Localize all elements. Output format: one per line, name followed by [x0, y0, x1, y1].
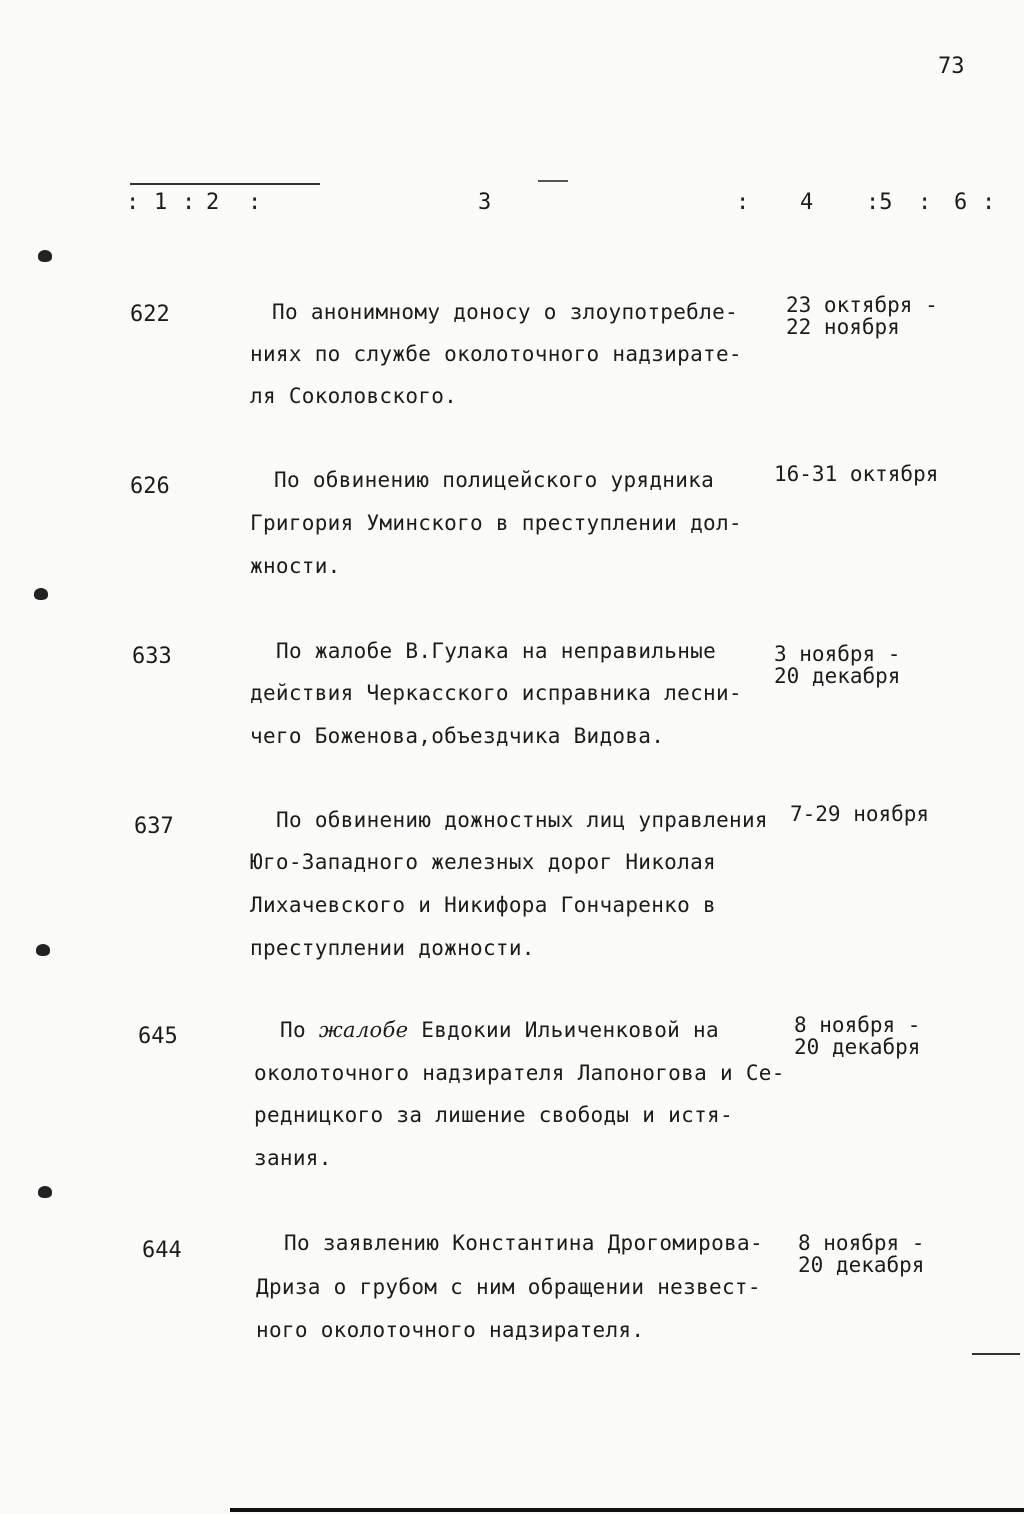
header-col-3: 3	[478, 190, 492, 215]
entry-number: 633	[132, 644, 172, 669]
entry-line: ного околоточного надзирателя.	[256, 1318, 645, 1342]
handwritten-correction: жалобе	[318, 1018, 409, 1042]
header-rule-mark	[538, 180, 568, 182]
header-colon: :	[182, 190, 196, 215]
header-col-5: :5	[866, 190, 893, 215]
entry-line: околоточного надзирателя Лапоногова и Се-	[254, 1061, 785, 1085]
entry-line-rest: Евдокии Ильиченковой на	[421, 1018, 719, 1042]
entry-line	[280, 1009, 719, 1051]
entry-line: По заявлению Константина Дрогомирова-	[284, 1231, 763, 1255]
entry-line: ля Соколовского.	[250, 384, 458, 408]
entry-line: Григория Уминского в преступлении дол-	[250, 511, 742, 535]
header-colon: :	[248, 190, 262, 215]
entry-line: чего Боженова,объездчика Видова.	[250, 724, 665, 748]
entry-line: жности.	[250, 554, 341, 578]
header-colon: :	[982, 190, 996, 215]
entry-number: 626	[130, 474, 170, 499]
entry-date: 3 ноября - 20 декабря	[774, 642, 901, 688]
header-colon: :	[918, 190, 932, 215]
header-rule	[130, 183, 320, 185]
entry-date: 8 ноября - 20 декабря	[798, 1231, 925, 1277]
entry-first-word: По	[280, 1018, 306, 1042]
entry-line: По обвинению полицейского урядника	[274, 468, 715, 492]
margin-mark	[972, 1353, 1020, 1355]
entry-number: 644	[142, 1238, 182, 1263]
header-col-6: 6	[954, 190, 968, 215]
binder-hole-mark	[38, 1186, 52, 1198]
entry-date: 7-29 ноября	[790, 802, 930, 826]
entry-number: 622	[130, 302, 170, 327]
entry-date: 23 октября - 22 ноября	[786, 293, 938, 339]
header-colon: :	[736, 190, 750, 215]
entry-line: редницкого за лишение свободы и истя-	[254, 1103, 733, 1127]
page-bottom-edge	[230, 1508, 1024, 1512]
entry-date: 16-31 октября	[774, 462, 939, 486]
entry-line: Дриза о грубом с ним обращении незвест-	[256, 1275, 761, 1299]
entry-line: По жалобе В.Гулака на неправильные	[276, 639, 717, 663]
entry-line: действия Черкасского исправника лесни-	[250, 681, 742, 705]
page-number: 73	[938, 54, 965, 79]
entry-line: ниях по службе околоточного надзирате-	[250, 342, 742, 366]
binder-hole-mark	[36, 944, 50, 956]
binder-hole-mark	[38, 250, 52, 262]
header-col-4: 4	[800, 190, 814, 215]
entry-number: 637	[134, 814, 174, 839]
entry-date: 8 ноября - 20 декабря	[794, 1013, 921, 1059]
entry-line: Юго-Западного железных дорог Николая	[250, 850, 716, 874]
entry-line: По анонимному доносу о злоупотребле-	[272, 300, 738, 324]
header-colon: :	[126, 190, 140, 215]
entry-line: преступлении дожности.	[250, 936, 535, 960]
header-col-1: 1	[154, 190, 168, 215]
entry-number: 645	[138, 1024, 178, 1049]
entry-line: зания.	[254, 1146, 332, 1170]
entry-line: Лихачевского и Никифора Гончаренко в	[250, 893, 716, 917]
entry-line: По обвинению дожностных лиц управления	[276, 808, 768, 832]
header-col-2: 2	[206, 190, 220, 215]
binder-hole-mark	[34, 588, 48, 600]
